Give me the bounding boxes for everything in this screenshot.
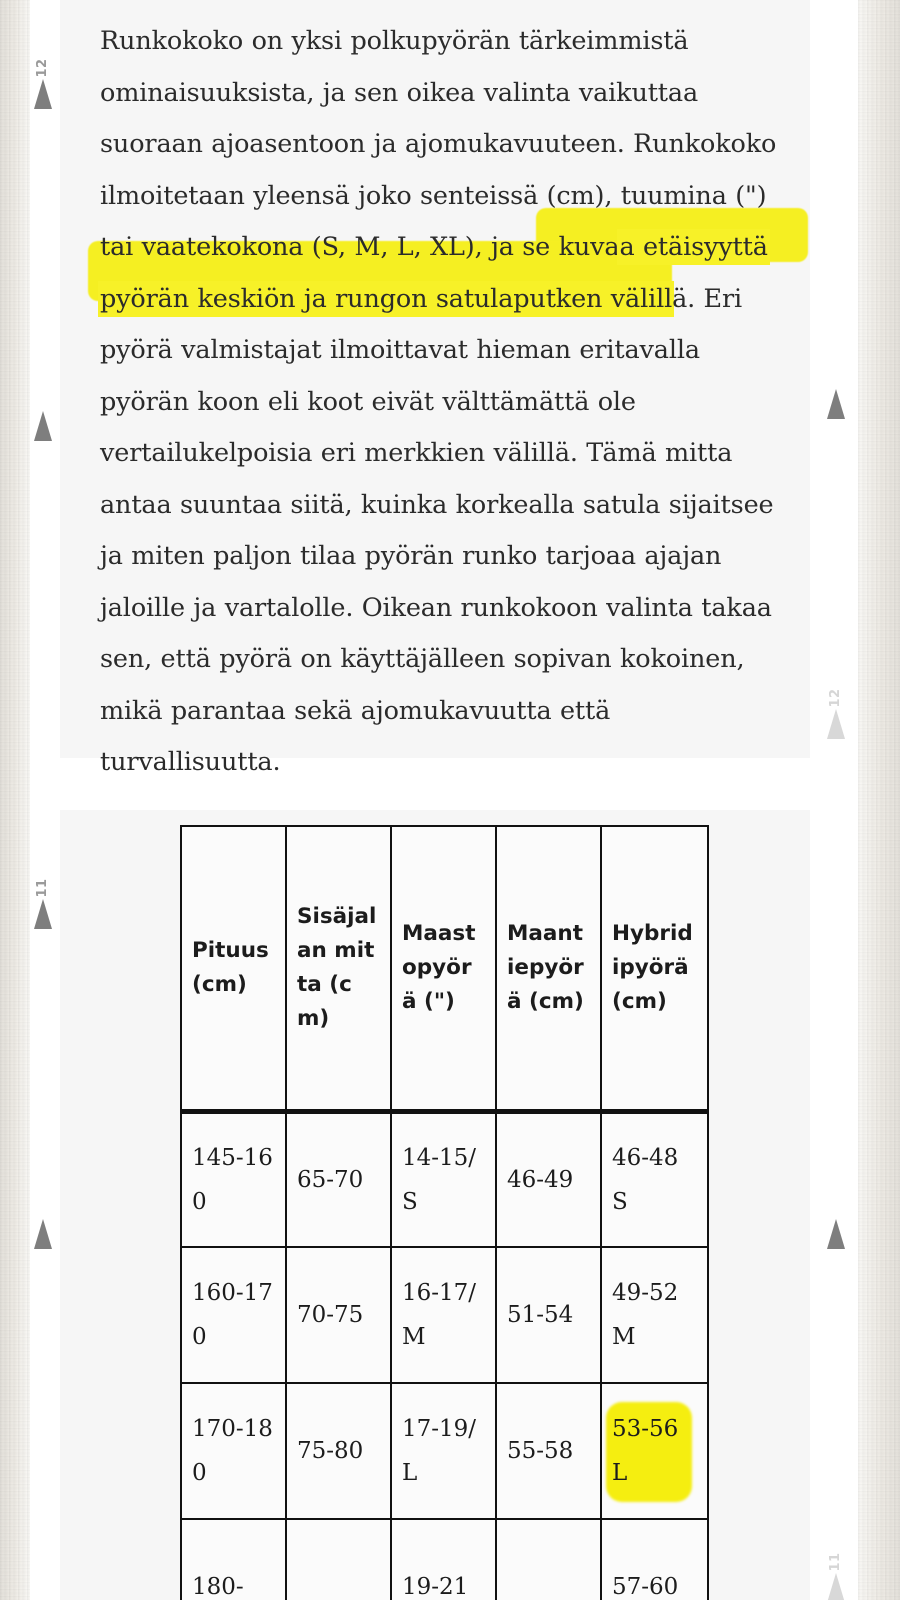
- table-row: [181, 1247, 708, 1383]
- edge-marker-label: 12: [828, 688, 843, 708]
- cell-maastopyora: 16-17/ M: [391, 1247, 496, 1383]
- article-paragraph: [100, 16, 792, 789]
- edge-marker-left-12[interactable]: [26, 58, 60, 109]
- edge-marker-label: [826, 361, 846, 395]
- article-text-highlighted: a etäisyyttä pyörän keskiön ja rungon satulaputken välill: [100, 232, 768, 314]
- cell-sisajalan-mitta: [286, 1519, 391, 1600]
- cell-maastopyora: 17-19/ L: [391, 1383, 496, 1519]
- table-row: [181, 1519, 708, 1600]
- size-table-panel: [60, 810, 810, 1600]
- cell-pituus: 170-180: [181, 1383, 286, 1519]
- column-header-maantiepyora: Maantiepyörä (cm): [496, 826, 601, 1111]
- edge-marker-label: [33, 383, 53, 417]
- cell-pituus: 180-: [181, 1519, 286, 1600]
- edge-marker-label: 11: [35, 878, 50, 898]
- edge-marker-left-4[interactable]: [26, 1198, 60, 1249]
- cell-sisajalan-mitta: 75-80: [286, 1383, 391, 1519]
- cell-hybridipyora: 46-48 S: [601, 1111, 708, 1247]
- cell-pituus: 160-170: [181, 1247, 286, 1383]
- table-row: [181, 1111, 708, 1247]
- bike-size-table: [180, 825, 709, 1600]
- edge-marker-left-2[interactable]: [26, 390, 60, 441]
- edge-marker-right-11[interactable]: [819, 1552, 853, 1600]
- paper-texture-left-edge: [0, 0, 30, 1600]
- edge-marker-right-3[interactable]: [819, 1198, 853, 1249]
- cell-maantiepyora: [496, 1519, 601, 1600]
- table-body: [181, 1111, 708, 1600]
- edge-marker-label: [33, 1191, 53, 1225]
- cell-maantiepyora: 46-49: [496, 1111, 601, 1247]
- table-header: [181, 826, 708, 1111]
- cell-pituus: 145-160: [181, 1111, 286, 1247]
- edge-marker-right-1[interactable]: [819, 368, 853, 419]
- article-text-after-highlight: ä. Eri pyörä valmistajat ilmoittavat hieman eritavalla pyörän koon eli koot eivät välttämättä ole vertailukelpoisia eri merkkien välillä. Tämä mitta antaa suuntaa siitä, kuinka korkealla satula sijaitsee ja miten paljon tilaa pyörän runko tarjoaa ajajan jaloille ja vartalolle. Oikean runkokoon valinta takaa sen, että pyörä on käyttäjälleen sopivan kokoinen, mikä parantaa sekä ajomukavuutta että turvallisuutta.: [100, 283, 774, 777]
- article-text-wrapper: [100, 16, 792, 789]
- paper-texture-right-edge: [858, 0, 900, 1600]
- column-header-sisajalan-mitta: Sisäjalan mitta (cm): [286, 826, 391, 1111]
- table-row: [181, 1383, 708, 1519]
- article-text-before-highlight: Runkokoko on yksi polkupyörän tärkeimmistä ominaisuuksista, ja sen oikea valinta vaikuttaa suoraan ajoasentoon ja ajomukavuuteen. Runkokoko ilmoitetaan yleensä joko senteissä (cm), tuumina (") tai vaatekokona (S, M, L, XL), ja se kuva: [100, 26, 777, 262]
- column-header-pituus: Pituus (cm): [181, 826, 286, 1111]
- cell-maastopyora: 14-15/ S: [391, 1111, 496, 1247]
- cell-maantiepyora: 55-58: [496, 1383, 601, 1519]
- article-text-panel: [60, 0, 810, 777]
- cell-maastopyora: 19-21: [391, 1519, 496, 1600]
- edge-marker-right-12[interactable]: [819, 688, 853, 739]
- cell-hybridipyora-text: 53-56 L: [612, 1416, 679, 1486]
- cell-hybridipyora: 57-60: [601, 1519, 708, 1600]
- table-header-row: [181, 826, 708, 1111]
- column-header-maastopyora: Maastopyörä ("): [391, 826, 496, 1111]
- column-header-hybridipyora: Hybridipyörä (cm): [601, 826, 708, 1111]
- edge-marker-left-11[interactable]: [26, 878, 60, 929]
- cell-sisajalan-mitta: 65-70: [286, 1111, 391, 1247]
- cell-maantiepyora: 51-54: [496, 1247, 601, 1383]
- edge-marker-label: 12: [35, 58, 50, 78]
- cell-hybridipyora-highlighted: [601, 1383, 708, 1519]
- cell-sisajalan-mitta: 70-75: [286, 1247, 391, 1383]
- cell-hybridipyora: 49-52 M: [601, 1247, 708, 1383]
- edge-marker-label: 11: [828, 1552, 843, 1572]
- edge-marker-label: [826, 1191, 846, 1225]
